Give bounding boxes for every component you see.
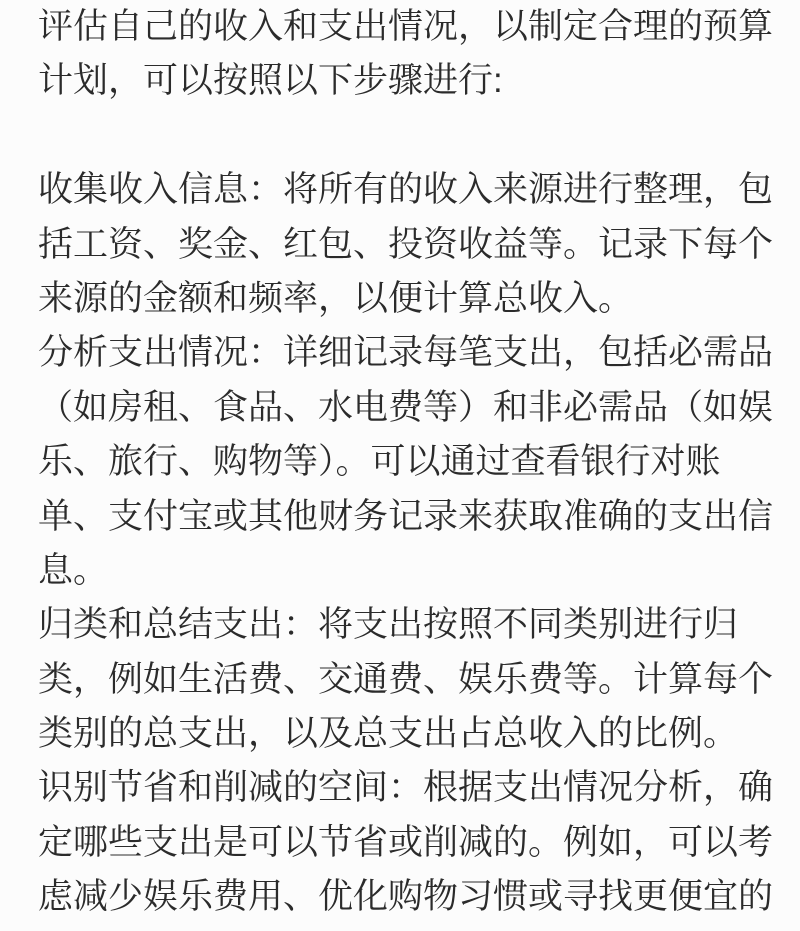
text-line: 计划，可以按照以下步骤进行: <box>38 61 503 101</box>
text-line: （如房租、食品、水电费等）和非必需品（如娱 <box>38 387 774 427</box>
text-line: 类，例如生活费、交通费、娱乐费等。计算每个 <box>38 659 774 699</box>
text-block <box>38 0 783 925</box>
paragraph-spacer <box>38 109 783 163</box>
text-line: 识别节省和削减的空间：根据支出情况分析，确 <box>38 768 774 808</box>
text-line: 乐、旅行、购物等）。可以通过查看银行对账 <box>38 442 721 482</box>
text-line: 来源的金额和频率，以便计算总收入。 <box>38 278 634 318</box>
text-line: 评估自己的收入和支出情况，以制定合理的预算 <box>38 7 774 46</box>
text-line: 归类和总结支出：将支出按照不同类别进行归 <box>38 605 739 645</box>
text-line: 括工资、奖金、红包、投资收益等。记录下每个 <box>38 224 774 264</box>
text-line: 收集收入信息：将所有的收入来源进行整理，包 <box>38 170 774 210</box>
text-line: 虑减少娱乐费用、优化购物习惯或寻找更便宜的 <box>38 877 774 917</box>
text-line: 单、支付宝或其他财务记录来获取准确的支出信 <box>38 496 774 536</box>
text-line: 息。 <box>38 550 109 590</box>
text-line: 定哪些支出是可以节省或削减的。例如，可以考 <box>38 822 774 862</box>
text-line: 类别的总支出，以及总支出占总收入的比例。 <box>38 714 739 754</box>
text-line: 分析支出情况：详细记录每笔支出，包括必需品 <box>38 333 774 373</box>
